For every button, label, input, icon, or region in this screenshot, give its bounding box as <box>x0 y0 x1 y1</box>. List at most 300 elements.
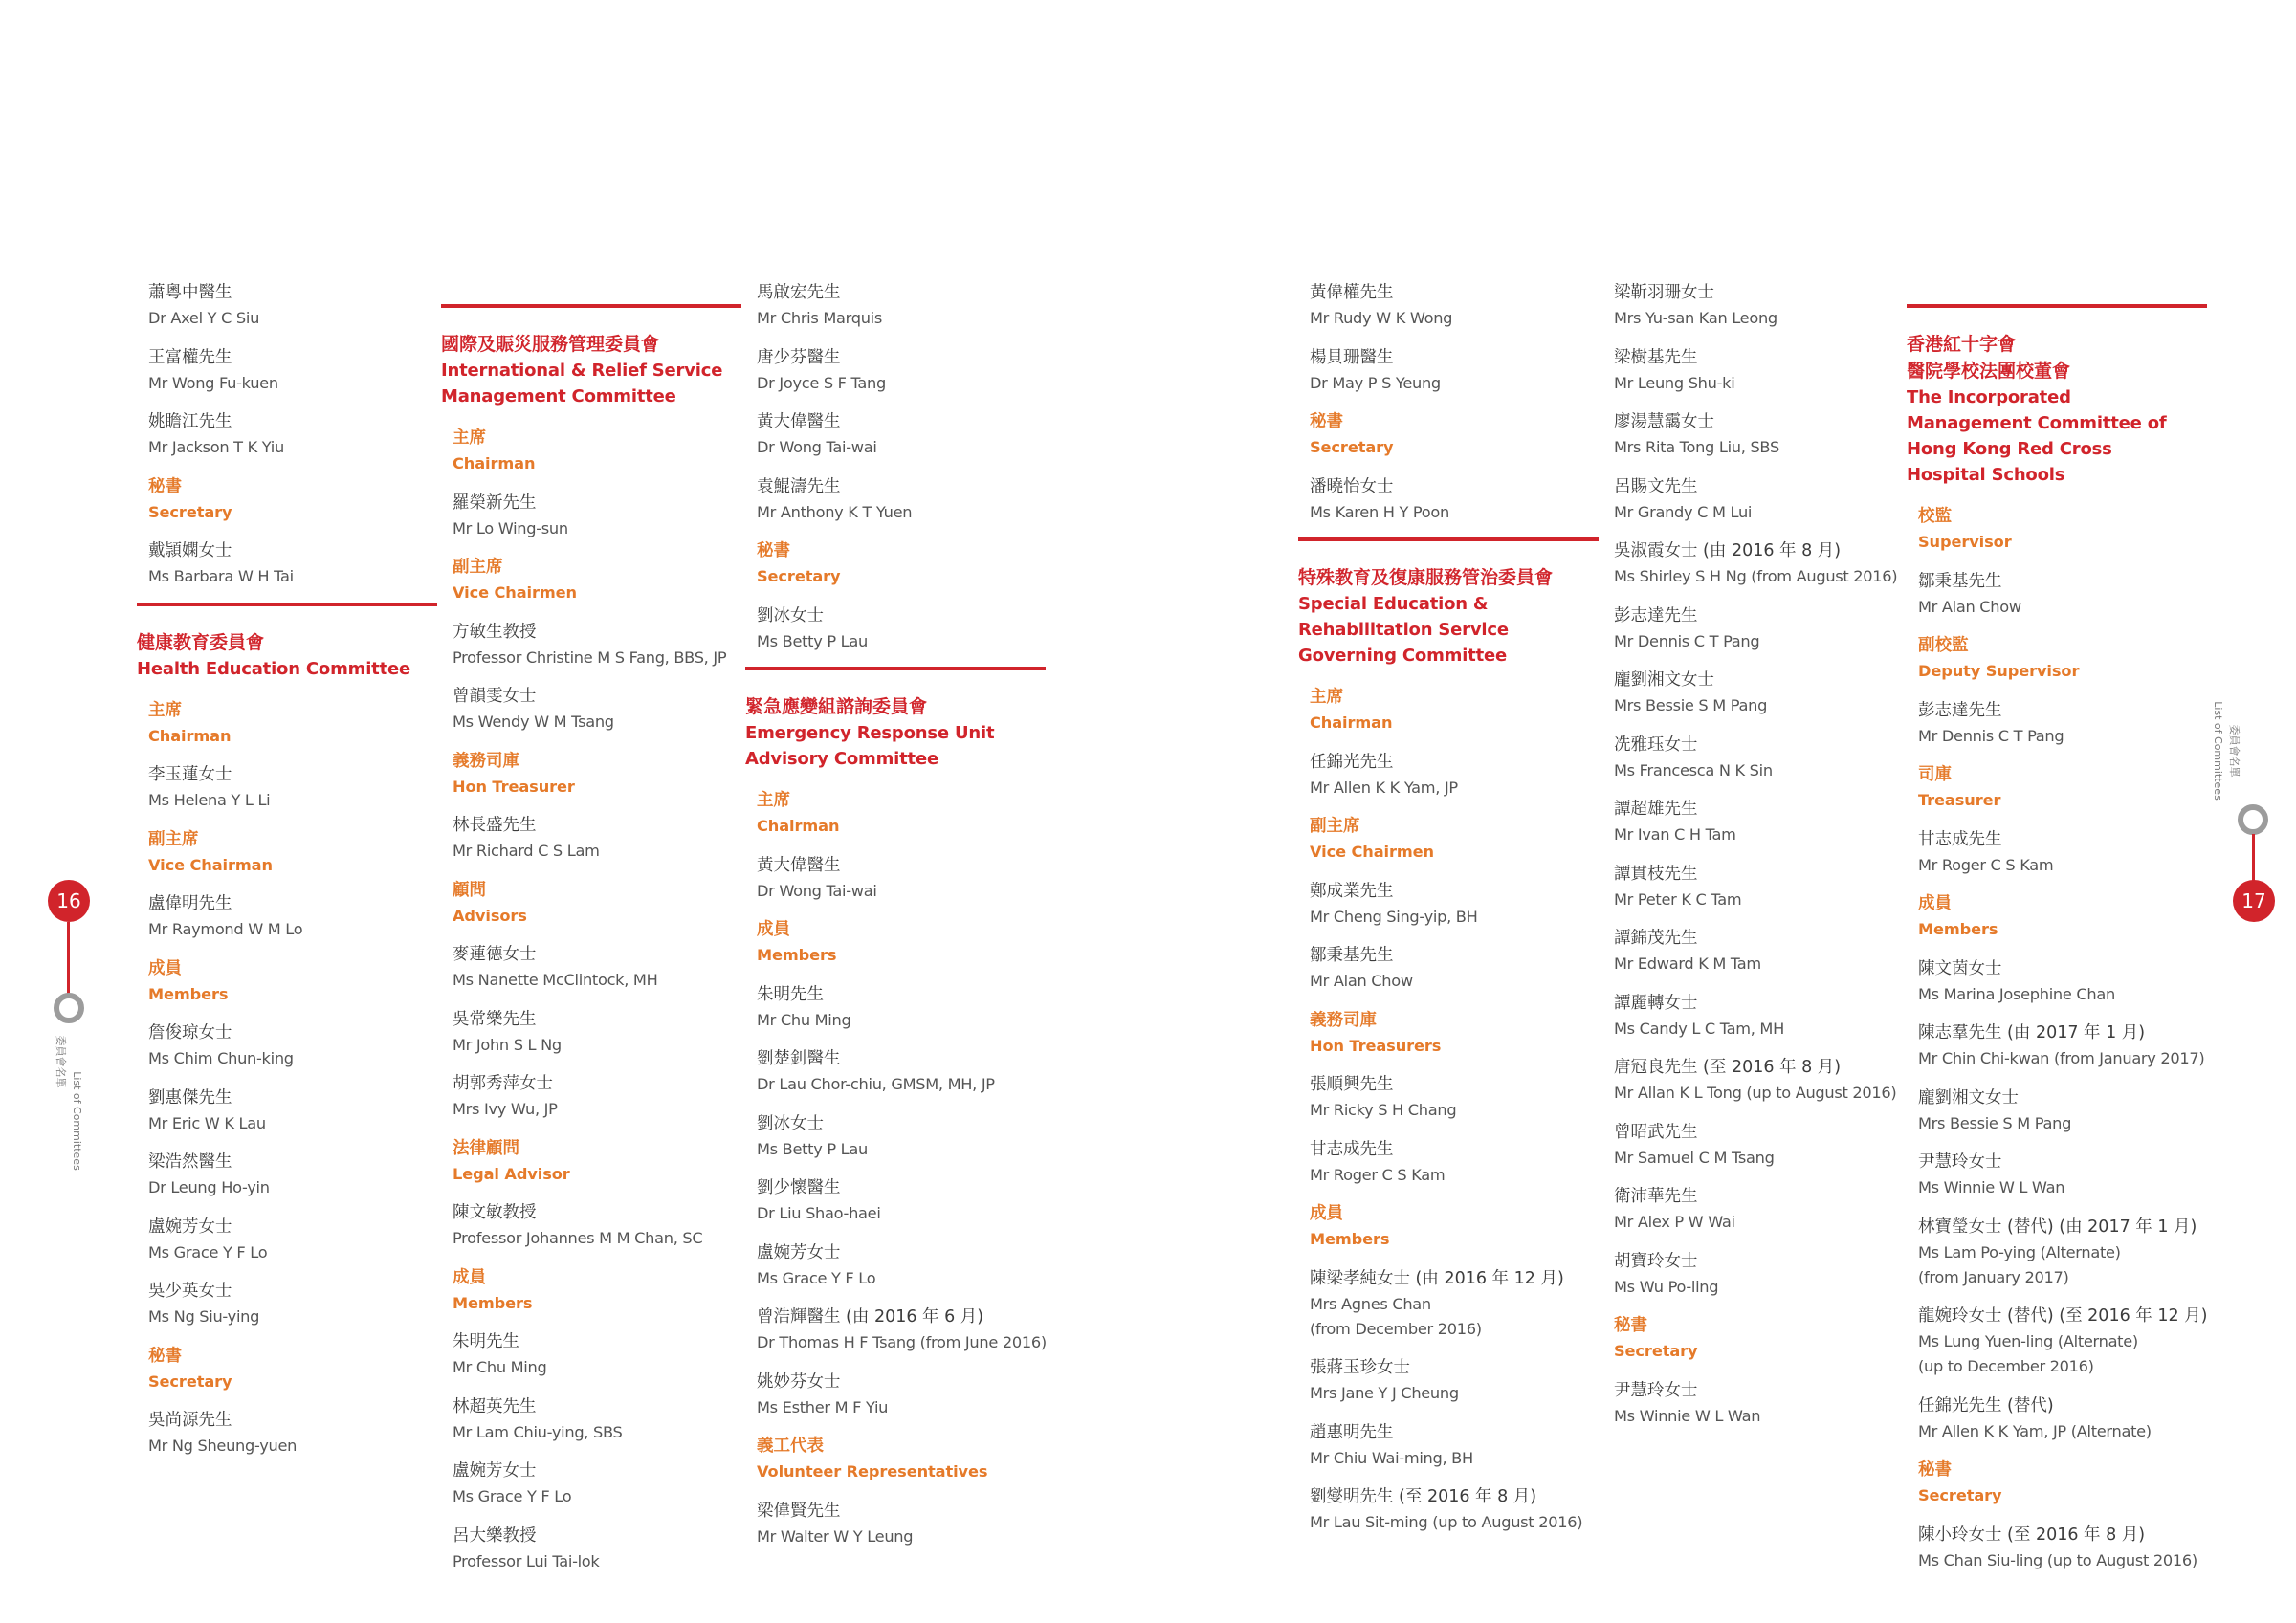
page-marker-ring-right <box>2238 804 2268 835</box>
committee-name-zh: 緊急應變組諮詢委員會 <box>745 696 928 717</box>
member-name-zh: 龐劉湘文女士 <box>1614 670 1714 690</box>
committee-name-zh-line2: 醫院學校法團校董會 <box>1907 361 2071 382</box>
member-name-zh: 梁靳羽珊女士 <box>1614 283 1714 302</box>
member-entry <box>1614 925 1891 976</box>
role-title-en: Vice Chairmen <box>1310 843 1434 861</box>
member-name-zh: 胡郭秀萍女士 <box>453 1074 553 1093</box>
member-name-en: Dr Joyce S F Tang <box>757 373 886 392</box>
member-name-zh: 甘志成先生 <box>1310 1139 1394 1159</box>
member-entry <box>1918 826 2196 878</box>
member-entry <box>757 603 1034 654</box>
role-heading <box>148 697 426 749</box>
member-name-en: Professor Christine M S Fang, BBS, JP <box>453 647 727 667</box>
role-title-en: Secretary <box>148 502 232 521</box>
member-name-zh: 趙惠明先生 <box>1310 1422 1394 1442</box>
member-name-zh: 唐冠良先生 (至 2016 年 8 月) <box>1614 1058 1842 1077</box>
role-title-zh: 司庫 <box>1918 765 1952 784</box>
member-name-zh: 盧偉明先生 <box>148 894 232 913</box>
member-name-en: Dr Wong Tai-wai <box>757 438 877 456</box>
member-name-en: Mr Allen K K Yam, JP <box>1310 778 1458 797</box>
member-name-en: Mr Chu Ming <box>453 1358 547 1376</box>
member-name-zh: 曾韻雯女士 <box>453 687 537 706</box>
role-heading <box>453 1135 730 1187</box>
role-heading <box>148 1343 426 1394</box>
member-entry <box>148 1020 426 1071</box>
role-title-en: Members <box>148 984 229 1003</box>
member-name-zh: 王富權先生 <box>148 347 232 367</box>
member-name-en: Ms Grace Y F Lo <box>453 1487 572 1505</box>
role-title-en: Hon Treasurer <box>453 777 575 796</box>
role-title-zh: 義務司庫 <box>453 751 519 771</box>
member-name-zh: 彭志達先生 <box>1918 700 2002 720</box>
member-entry <box>1310 942 1587 994</box>
committee-name-zh: 香港紅十字會 <box>1907 334 2017 355</box>
page-number-right: 17 <box>2233 880 2275 922</box>
member-entry <box>1614 990 1891 1042</box>
member-name-zh: 鄭成業先生 <box>1310 881 1394 901</box>
committee-heading <box>441 331 730 409</box>
role-heading <box>1918 761 2196 813</box>
member-entry <box>453 490 730 541</box>
member-name-en: Ms Chim Chun-king <box>148 1049 294 1067</box>
member-name-en: Ms Ng Siu-ying <box>148 1307 260 1326</box>
member-entry <box>1918 1214 2196 1290</box>
member-name-zh: 林長盛先生 <box>453 816 537 835</box>
member-name-zh: 蕭粵中醫生 <box>148 283 232 302</box>
member-entry <box>1614 603 1891 654</box>
role-title-zh: 秘書 <box>757 541 790 560</box>
member-name-en: Mr Leung Shu-ki <box>1614 373 1735 392</box>
member-name-zh: 黃大偉醫生 <box>757 412 841 431</box>
member-entry <box>453 941 730 993</box>
member-name-en: Mr Alex P W Wai <box>1614 1213 1735 1231</box>
role-title-zh: 秘書 <box>1614 1316 1647 1335</box>
role-title-zh: 副主席 <box>148 829 199 849</box>
member-name-zh: 梁浩然醫生 <box>148 1152 232 1172</box>
member-name-zh: 甘志成先生 <box>1918 829 2002 849</box>
role-title-en: Chairman <box>453 454 536 472</box>
member-name-en: Mrs Ivy Wu, JP <box>453 1100 558 1118</box>
side-label-en-left: List of Committees <box>71 1071 83 1171</box>
role-heading <box>1918 503 2196 555</box>
member-name-zh: 李玉蓮女士 <box>148 765 232 784</box>
member-entry <box>757 1304 1047 1355</box>
member-name-en: Mr Dennis C T Pang <box>1918 726 2064 745</box>
member-entry <box>1614 732 1891 783</box>
member-entry <box>1310 749 1587 801</box>
member-name-en: Mrs Yu-san Kan Leong <box>1614 309 1777 327</box>
role-heading <box>148 955 426 1007</box>
member-entry <box>1614 796 1891 847</box>
role-heading <box>1310 1200 1587 1252</box>
member-name-zh: 胡寶玲女士 <box>1614 1251 1698 1271</box>
member-name-en: Mr Ricky S H Chang <box>1310 1101 1457 1119</box>
member-entry <box>1310 473 1587 525</box>
member-entry <box>453 1006 730 1058</box>
member-name-zh: 林超英先生 <box>453 1396 537 1416</box>
member-name-en: Mr Lau Sit-ming (up to August 2016) <box>1310 1513 1583 1531</box>
member-name-en: Mr Rudy W K Wong <box>1310 309 1453 327</box>
member-entry <box>1614 1377 1891 1429</box>
side-label-en-right: List of Committees <box>2212 701 2224 801</box>
member-name-zh: 袁鯤濤先生 <box>757 476 841 496</box>
member-name-zh: 劉少懷醫生 <box>757 1178 841 1197</box>
member-entry <box>453 1523 730 1574</box>
role-title-zh: 主席 <box>757 791 790 810</box>
member-name-en: Ms Grace Y F Lo <box>757 1268 876 1287</box>
role-title-en: Members <box>757 946 837 964</box>
member-name-zh: 譚超雄先生 <box>1614 800 1698 819</box>
role-title-en: Vice Chairmen <box>453 583 577 602</box>
member-name-zh: 尹慧玲女士 <box>1918 1152 2002 1172</box>
member-name-en: Ms Barbara W H Tai <box>148 567 294 585</box>
member-name-zh: 潘曉怡女士 <box>1310 476 1394 496</box>
member-entry <box>1918 568 2196 620</box>
role-title-en: Members <box>453 1293 533 1312</box>
member-entry <box>757 981 1034 1033</box>
column-5 <box>1614 279 1898 1441</box>
member-entry <box>1918 1020 2205 1071</box>
member-name-en: Ms Helena Y L Li <box>148 791 271 809</box>
role-title-zh: 副主席 <box>453 558 503 577</box>
member-entry <box>1614 1054 1897 1106</box>
member-entry <box>757 344 1034 396</box>
role-title-en: Chairman <box>1310 713 1393 732</box>
member-name-zh: 張蔣玉珍女士 <box>1310 1358 1410 1377</box>
member-name-zh: 羅榮新先生 <box>453 493 537 513</box>
member-name-zh: 吳常樂先生 <box>453 1009 537 1029</box>
member-name-zh: 吳淑霞女士 (由 2016 年 8 月) <box>1614 541 1842 560</box>
committee-name-en: Emergency Response Unit Advisory Committee <box>745 723 995 769</box>
side-label-zh-left: 委員會名單 <box>55 1035 67 1088</box>
member-name-zh: 尹慧玲女士 <box>1614 1380 1698 1400</box>
member-name-zh: 任錦光先生 <box>1310 752 1394 772</box>
role-heading <box>1310 813 1587 865</box>
member-entry <box>1310 1354 1587 1406</box>
member-name-en: Dr Leung Ho-yin <box>148 1178 270 1196</box>
member-name-zh: 呂賜文先生 <box>1614 476 1698 496</box>
member-name-en: Mr Roger C S Kam <box>1310 1165 1446 1184</box>
column-3 <box>745 279 1047 1562</box>
member-name-en: Mr Chiu Wai-ming, BH <box>1310 1448 1473 1467</box>
role-title-en: Chairman <box>757 817 840 835</box>
committee-heading <box>745 693 1034 772</box>
member-entry <box>148 1214 426 1265</box>
role-heading <box>757 787 1034 839</box>
member-name-zh: 梁偉賢先生 <box>757 1501 841 1521</box>
member-name-en: Mrs Bessie S M Pang <box>1918 1113 2072 1132</box>
member-name-en: Mr Dennis C T Pang <box>1614 631 1760 650</box>
member-entry <box>1918 1085 2196 1136</box>
member-name-zh: 任錦光先生 (替代) <box>1918 1395 2054 1415</box>
role-heading <box>1614 1312 1891 1364</box>
member-name-en: Mr Richard C S Lam <box>453 842 600 860</box>
role-title-en: Members <box>1310 1230 1390 1248</box>
role-title-zh: 副主席 <box>1310 817 1360 836</box>
role-heading <box>757 916 1034 968</box>
member-entry <box>1918 697 2196 749</box>
member-name-zh: 黃大偉醫生 <box>757 855 841 875</box>
member-entry <box>757 852 1034 904</box>
committee-heading <box>1907 331 2196 488</box>
role-title-zh: 秘書 <box>1310 412 1343 431</box>
member-entry <box>1614 861 1891 912</box>
member-name-en: Mr Edward K M Tam <box>1614 954 1761 973</box>
member-name-en: Ms Grace Y F Lo <box>148 1242 268 1261</box>
committee-name-zh: 國際及賑災服務管理委員會 <box>441 334 660 355</box>
member-entry <box>453 1328 730 1380</box>
committee-heading <box>1298 564 1587 669</box>
role-heading <box>757 1433 1034 1484</box>
member-name-zh: 劉燮明先生 (至 2016 年 8 月) <box>1310 1487 1537 1506</box>
role-title-zh: 秘書 <box>148 476 182 496</box>
member-name-en: Professor Lui Tai-lok <box>453 1551 600 1570</box>
committee-name-zh: 健康教育委員會 <box>137 631 265 653</box>
member-name-zh: 盧婉芳女士 <box>148 1217 232 1237</box>
member-name-zh: 朱明先生 <box>757 984 824 1004</box>
member-entry <box>1614 1119 1891 1171</box>
member-name-en: Mr Alan Chow <box>1310 972 1413 990</box>
role-heading <box>1310 408 1587 460</box>
member-name-zh: 盧婉芳女士 <box>453 1461 537 1480</box>
member-entry <box>757 1174 1034 1226</box>
member-entry <box>148 890 426 942</box>
member-entry <box>757 1498 1034 1549</box>
member-entry <box>148 279 426 331</box>
role-title-zh: 主席 <box>148 700 182 720</box>
member-name-zh: 詹俊琼女士 <box>148 1023 232 1042</box>
role-title-en: Volunteer Representatives <box>757 1462 988 1480</box>
role-title-zh: 義務司庫 <box>1310 1010 1377 1030</box>
role-title-zh: 成員 <box>757 920 790 939</box>
section-divider <box>745 667 1046 670</box>
page-marker-ring-left <box>54 993 84 1023</box>
member-name-en: Ms Esther M F Yiu <box>757 1397 889 1416</box>
committee-name-en: Health Education Committee <box>137 658 410 679</box>
member-name-zh: 唐少芬醫生 <box>757 347 841 367</box>
member-entry <box>757 408 1034 460</box>
member-name-zh: 盧婉芳女士 <box>757 1242 841 1262</box>
member-name-en: Dr Liu Shao-haei <box>757 1204 881 1222</box>
role-title-zh: 成員 <box>1310 1204 1343 1223</box>
member-name-zh: 麥蓮德女士 <box>453 945 537 964</box>
member-entry <box>1614 667 1891 718</box>
member-name-en: Mr Walter W Y Leung <box>757 1526 914 1546</box>
member-entry <box>1614 344 1891 396</box>
member-entry <box>1614 473 1891 525</box>
member-name-en: Ms Francesca N K Sin <box>1614 760 1773 779</box>
member-note-en: (from December 2016) <box>1310 1319 1482 1338</box>
role-title-zh: 秘書 <box>1918 1460 1952 1480</box>
member-name-en: Mr Anthony K T Yuen <box>757 502 913 521</box>
role-heading <box>453 554 730 605</box>
member-name-en: Mr Lam Chiu-ying, SBS <box>453 1422 623 1441</box>
member-entry <box>1614 1183 1891 1235</box>
member-entry <box>1310 1419 1587 1471</box>
member-entry <box>1918 1149 2196 1200</box>
role-heading <box>1918 632 2196 684</box>
member-name-zh: 方敏生教授 <box>453 622 537 642</box>
side-label-zh-right: 委員會名單 <box>2228 724 2241 778</box>
member-name-zh: 陳文茵女士 <box>1918 958 2002 978</box>
role-title-en: Legal Advisor <box>453 1164 570 1183</box>
committee-name-en: The Incorporated Management Committee of Hong Kong Red Cross Hospital Schools <box>1907 387 2167 485</box>
role-heading <box>453 748 730 800</box>
member-name-en: Ms Wendy W M Tsang <box>453 713 614 731</box>
member-name-zh: 劉冰女士 <box>757 605 824 625</box>
column-2 <box>441 298 730 1587</box>
role-heading <box>453 877 730 929</box>
role-title-en: Advisors <box>453 906 527 925</box>
member-name-zh: 吳尚源先生 <box>148 1411 232 1430</box>
member-name-en: Mr Lo Wing-sun <box>453 518 568 537</box>
member-name-zh: 譚貫枝先生 <box>1614 864 1698 884</box>
member-name-zh: 吳少英女士 <box>148 1282 232 1301</box>
member-name-zh: 林寶瑩女士 (替代) (由 2017 年 1 月) <box>1918 1217 2197 1237</box>
member-entry <box>148 408 426 460</box>
column-4 <box>1298 279 1587 1548</box>
member-name-zh: 馬啟宏先生 <box>757 283 841 302</box>
section-divider <box>1298 537 1599 541</box>
member-name-en: Ms Wu Po-ling <box>1614 1277 1719 1296</box>
member-name-en: Mr Cheng Sing-yip, BH <box>1310 907 1478 926</box>
member-name-zh: 陳志羣先生 (由 2017 年 1 月) <box>1918 1023 2146 1042</box>
member-name-zh: 陳文敏教授 <box>453 1203 537 1222</box>
member-entry <box>1918 955 2196 1007</box>
member-name-en: Mrs Agnes Chan <box>1310 1294 1431 1313</box>
member-entry <box>1310 1483 1587 1535</box>
member-name-en: Ms Winnie W L Wan <box>1614 1406 1761 1425</box>
member-name-zh: 陳梁孝純女士 (由 2016 年 12 月) <box>1310 1268 1564 1288</box>
role-heading <box>1918 890 2196 942</box>
role-title-zh: 顧問 <box>453 880 486 900</box>
member-name-en: Dr May P S Yeung <box>1310 373 1441 392</box>
role-title-zh: 成員 <box>453 1267 486 1287</box>
role-title-zh: 法律顧問 <box>453 1138 519 1158</box>
member-name-en: Mr Eric W K Lau <box>148 1113 266 1132</box>
member-name-zh: 劉冰女士 <box>757 1113 824 1133</box>
member-name-zh: 戴頴嫻女士 <box>148 541 232 560</box>
role-title-zh: 成員 <box>148 958 182 978</box>
member-entry <box>453 1199 730 1251</box>
member-name-zh: 劉楚釗醫生 <box>757 1049 841 1068</box>
member-entry <box>453 1393 730 1445</box>
member-name-en: Mr Ng Sheung-yuen <box>148 1437 298 1455</box>
member-name-zh: 譚錦茂先生 <box>1614 929 1698 948</box>
role-title-en: Supervisor <box>1918 533 2012 551</box>
member-name-en: Dr Thomas H F Tsang (from June 2016) <box>757 1333 1047 1351</box>
member-name-en: Ms Candy L C Tam, MH <box>1614 1019 1784 1038</box>
member-entry <box>148 1085 426 1136</box>
role-title-en: Members <box>1918 920 1998 938</box>
section-divider <box>441 304 741 308</box>
member-entry <box>1310 344 1587 396</box>
role-title-en: Secretary <box>757 567 841 585</box>
member-name-zh: 呂大樂教授 <box>453 1525 537 1546</box>
role-title-zh: 主席 <box>453 428 486 448</box>
role-heading <box>1310 684 1587 735</box>
member-name-en: Dr Axel Y C Siu <box>148 309 260 327</box>
role-title-en: Chairman <box>148 726 232 745</box>
member-entry <box>148 761 426 813</box>
column-1 <box>137 279 426 1472</box>
member-name-en: Mr Ivan C H Tam <box>1614 825 1736 844</box>
role-heading <box>1310 1007 1587 1059</box>
member-name-en: Mr John S L Ng <box>453 1035 562 1054</box>
member-name-zh: 彭志達先生 <box>1614 605 1698 625</box>
member-name-en: Ms Betty P Lau <box>757 631 868 650</box>
member-name-en: Professor Johannes M M Chan, SC <box>453 1229 703 1247</box>
member-name-en: Ms Nanette McClintock, MH <box>453 971 658 989</box>
role-title-zh: 校監 <box>1918 507 1952 526</box>
page-marker-line-left <box>67 922 70 998</box>
role-title-en: Deputy Supervisor <box>1918 662 2080 680</box>
role-title-en: Hon Treasurers <box>1310 1036 1442 1055</box>
member-name-en: Mr Chu Ming <box>757 1010 851 1029</box>
member-name-zh: 譚麗轉女士 <box>1614 993 1698 1013</box>
member-name-zh: 楊貝珊醫生 <box>1310 347 1394 367</box>
member-entry <box>148 1407 426 1459</box>
member-name-en: Mr Roger C S Kam <box>1918 855 2054 874</box>
member-entry <box>453 812 730 864</box>
role-title-zh: 義工代表 <box>757 1437 824 1456</box>
role-title-zh: 副校監 <box>1918 636 1969 655</box>
member-entry <box>148 344 426 396</box>
member-name-en: Ms Karen H Y Poon <box>1310 502 1449 521</box>
member-name-zh: 黃偉權先生 <box>1310 283 1394 302</box>
member-name-en: Ms Winnie W L Wan <box>1918 1178 2065 1196</box>
role-title-zh: 成員 <box>1918 894 1952 913</box>
member-name-en: Mr Peter K C Tam <box>1614 889 1742 909</box>
member-name-zh: 冼雅珏女士 <box>1614 735 1698 755</box>
member-entry <box>1918 1522 2196 1573</box>
role-heading <box>453 1264 730 1316</box>
member-name-en: Mr Alan Chow <box>1918 597 2021 616</box>
member-note-en: (from January 2017) <box>1918 1267 2069 1286</box>
member-name-zh: 曾昭武先生 <box>1614 1122 1698 1142</box>
member-entry <box>148 1278 426 1329</box>
member-entry <box>1310 1265 1587 1342</box>
member-entry <box>148 537 426 589</box>
member-name-zh: 廖湯慧靄女士 <box>1614 412 1714 431</box>
committee-name-zh: 特殊教育及復康服務管治委員會 <box>1298 567 1554 588</box>
page-number-left: 16 <box>48 880 90 922</box>
member-name-en: Ms Marina Josephine Chan <box>1918 984 2115 1003</box>
role-title-en: Secretary <box>1310 438 1394 456</box>
committee-name-en: International & Relief Service Management Committee <box>441 361 723 406</box>
member-name-en: Mr Jackson T K Yiu <box>148 438 284 456</box>
member-name-en: Ms Shirley S H Ng (from August 2016) <box>1614 567 1898 585</box>
member-name-en: Mrs Rita Tong Liu, SBS <box>1614 438 1779 456</box>
committee-heading <box>137 629 426 682</box>
member-name-zh: 鄒秉基先生 <box>1310 946 1394 965</box>
member-note-en: (up to December 2016) <box>1918 1357 2094 1375</box>
member-entry <box>1310 1071 1587 1123</box>
member-name-zh: 梁樹基先生 <box>1614 347 1698 367</box>
member-entry <box>1918 1393 2196 1444</box>
role-title-en: Secretary <box>148 1371 232 1391</box>
member-entry <box>1310 279 1587 331</box>
member-name-en: Mr Allan K L Tong (up to August 2016) <box>1614 1084 1897 1102</box>
member-entry <box>1614 408 1891 460</box>
role-heading <box>148 473 426 525</box>
member-name-zh: 姚妙芬女士 <box>757 1371 841 1392</box>
member-entry <box>1614 279 1891 331</box>
member-entry <box>1310 878 1587 930</box>
member-entry <box>757 1110 1034 1162</box>
member-name-en: Mrs Jane Y J Cheung <box>1310 1384 1459 1402</box>
member-name-zh: 龍婉玲女士 (替代) (至 2016 年 12 月) <box>1918 1306 2208 1326</box>
